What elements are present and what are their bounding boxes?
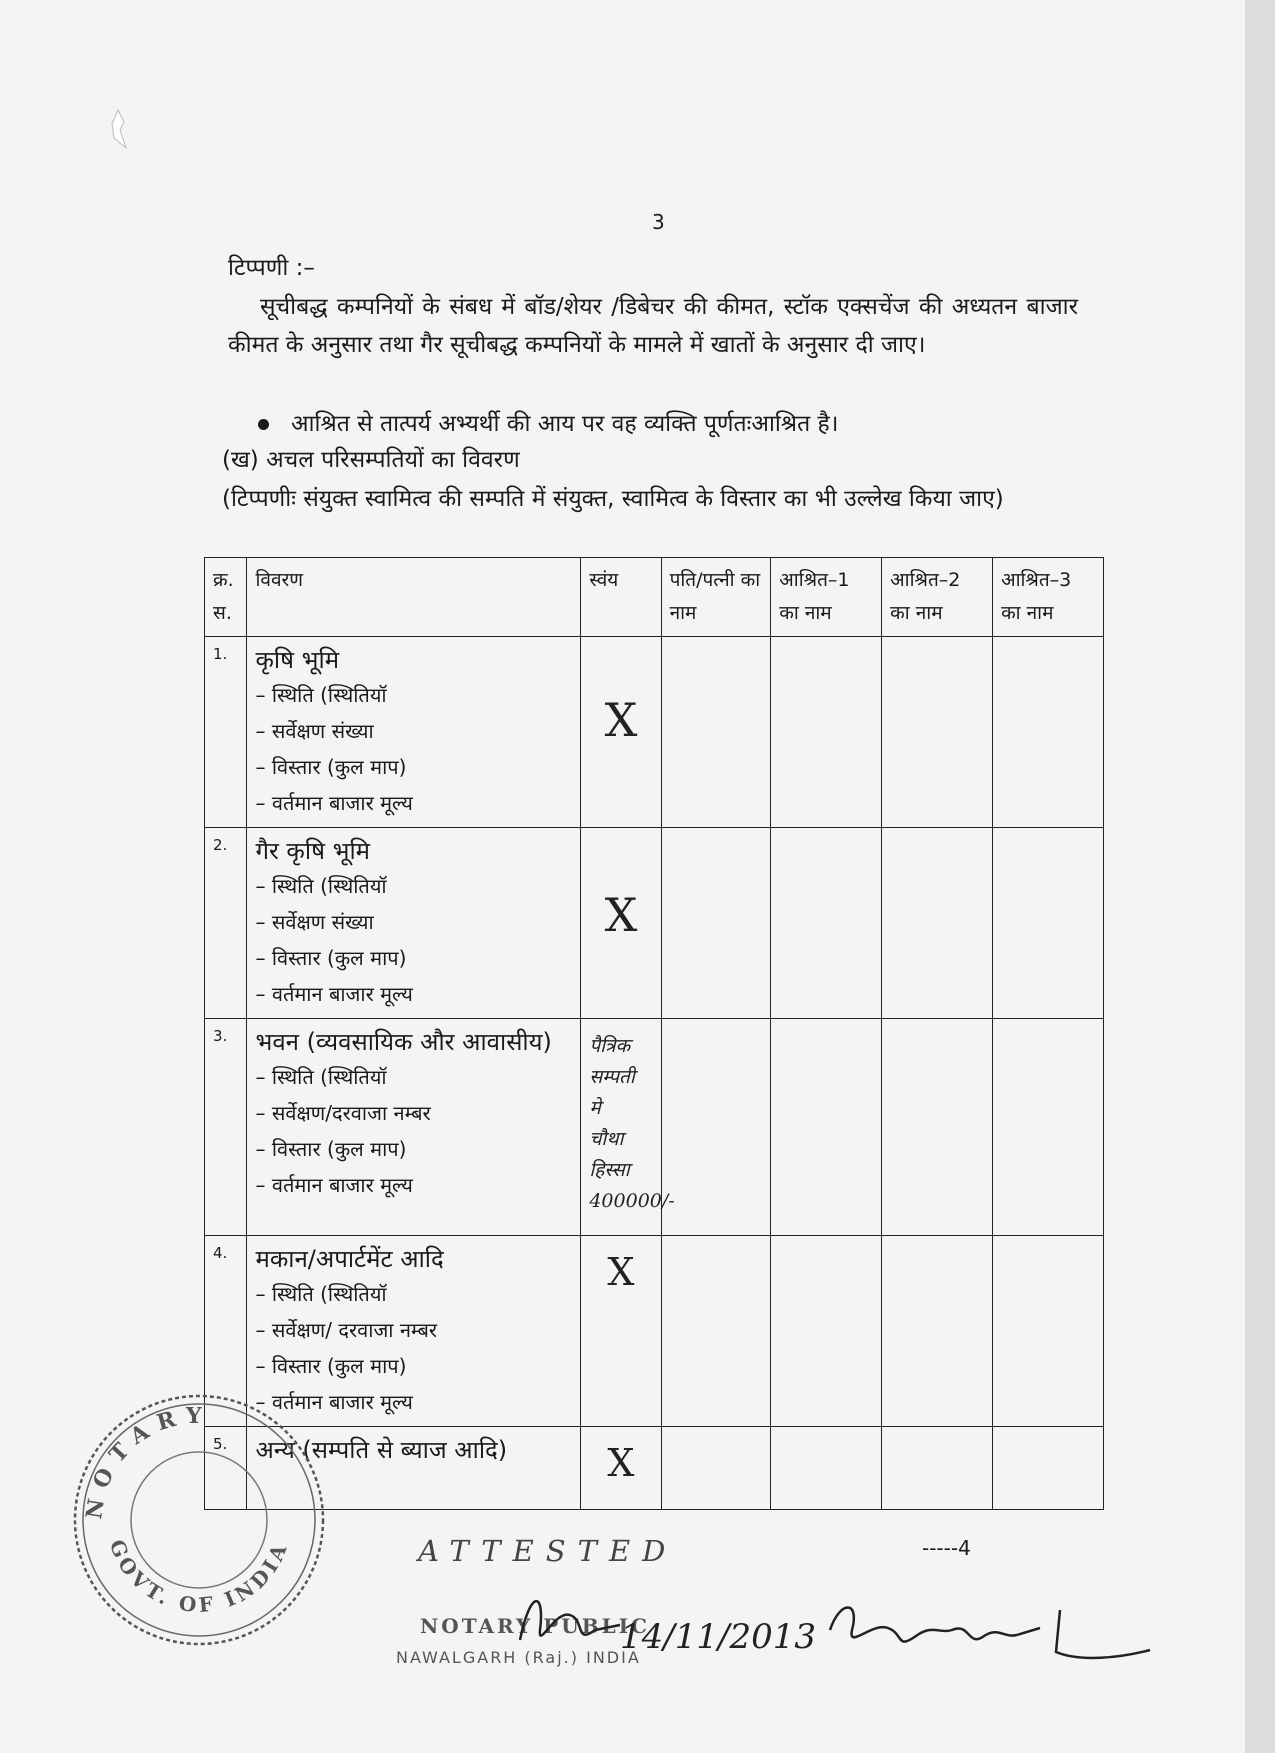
table-row bbox=[205, 637, 1104, 828]
row-serial: 1. bbox=[205, 637, 247, 828]
dependent-cell bbox=[771, 1427, 882, 1510]
row-item: – वर्तमान बाजार मूल्य bbox=[255, 1390, 413, 1414]
row-serial: 5. bbox=[205, 1427, 247, 1510]
row-title: मकान/अपार्टमेंट आदि bbox=[255, 1245, 444, 1273]
cross-mark: X bbox=[607, 1441, 635, 1485]
page-edge-shadow bbox=[1245, 0, 1275, 1753]
row-item: – विस्तार (कुल माप) bbox=[255, 755, 407, 779]
notary-seal bbox=[72, 1393, 326, 1647]
header-dependent-2: आश्रित–2 का नाम bbox=[882, 558, 993, 637]
dependent-cell bbox=[993, 1019, 1104, 1236]
row-title: गैर कृषि भूमि bbox=[255, 837, 371, 865]
dependent-cell bbox=[993, 828, 1104, 1019]
dependent-cell bbox=[771, 1236, 882, 1427]
row-serial: 2. bbox=[205, 828, 247, 1019]
row-serial: 3. bbox=[205, 1019, 247, 1236]
handwritten-note: पैत्रिक सम्पती मे चौथा हिस्सा 400000/- bbox=[589, 1035, 675, 1212]
section-title: (ख) अचल परिसम्पतियों का विवरण bbox=[222, 447, 520, 473]
attested-label: ATTESTED bbox=[418, 1534, 678, 1568]
page-number: 3 bbox=[652, 210, 665, 234]
signature-date: 14/11/2013 bbox=[620, 1617, 816, 1657]
table-row bbox=[205, 828, 1104, 1019]
row-item: – सर्वेक्षण/ दरवाजा नम्बर bbox=[255, 1318, 438, 1342]
svg-text:NOTARY bbox=[81, 1403, 212, 1521]
spouse-cell bbox=[661, 1427, 771, 1510]
note-heading: टिप्पणी :– bbox=[228, 255, 315, 281]
seal-top-text: NOTARY bbox=[81, 1403, 212, 1521]
spouse-cell bbox=[661, 1236, 771, 1427]
row-item: – वर्तमान बाजार मूल्य bbox=[255, 1173, 413, 1197]
notary-location: NAWALGARH (Raj.) INDIA bbox=[396, 1648, 641, 1667]
row-description bbox=[247, 1019, 581, 1236]
section-note: (टिप्पणीः संयुक्त स्वामित्व की सम्पति में संयुक्त, स्वामित्व के विस्तार का भी उल्लेख किया जाए) bbox=[222, 486, 1004, 512]
row-serial: 4. bbox=[205, 1236, 247, 1427]
seal-bottom-text: GOVT. OF INDIA bbox=[104, 1536, 293, 1618]
row-title: कृषि भूमि bbox=[255, 646, 340, 674]
row-title: अन्य (सम्पति से ब्याज आदि) bbox=[255, 1436, 508, 1464]
row-item: – स्थिति (स्थितियॉ bbox=[255, 683, 387, 707]
cross-mark: X bbox=[604, 693, 638, 747]
next-page-marker: -----4 bbox=[922, 1536, 971, 1560]
row-title: भवन (व्यवसायिक और आवासीय) bbox=[255, 1028, 552, 1056]
row-description bbox=[247, 637, 581, 828]
notary-public-label: NOTARY PUBLIC bbox=[420, 1614, 650, 1638]
dependent-cell bbox=[882, 1427, 993, 1510]
svg-text:GOVT. OF INDIA bbox=[105, 1536, 293, 1617]
cross-mark: X bbox=[604, 888, 638, 942]
header-spouse: पति/पत्नी का नाम bbox=[661, 558, 771, 637]
signatures bbox=[500, 1570, 1160, 1680]
header-dependent-3: आश्रित–3 का नाम bbox=[993, 558, 1104, 637]
self-cell bbox=[581, 828, 661, 1019]
table-row bbox=[205, 1427, 1104, 1510]
note-paragraph: सूचीबद्ध कम्पनियों के संबध में बॉड/शेयर /डिबेचर की कीमत, स्टॉक एक्सचेंज की अध्यतन बाजार कीमत के अनुसार तथा गैर सूचीबद्ध कम्पनियों के मामले में खातों के अनुसार दी जाए। bbox=[228, 294, 1078, 358]
spouse-cell bbox=[661, 828, 771, 1019]
row-item: – स्थिति (स्थितियॉ bbox=[255, 1282, 387, 1306]
table-header-row bbox=[205, 558, 1104, 637]
dependent-cell bbox=[993, 1427, 1104, 1510]
header-dependent-1: आश्रित–1 का नाम bbox=[771, 558, 882, 637]
bullet-icon bbox=[258, 419, 269, 430]
dependent-cell bbox=[993, 1236, 1104, 1427]
row-item: – वर्तमान बाजार मूल्य bbox=[255, 791, 413, 815]
row-item: – स्थिति (स्थितियॉ bbox=[255, 874, 387, 898]
dependent-cell bbox=[771, 637, 882, 828]
dependent-cell bbox=[882, 828, 993, 1019]
header-description: विवरण bbox=[247, 558, 581, 637]
table-row bbox=[205, 1236, 1104, 1427]
row-item: – स्थिति (स्थितियॉ bbox=[255, 1065, 387, 1089]
paper-tear-mark bbox=[106, 108, 136, 152]
row-item: – विस्तार (कुल माप) bbox=[255, 1137, 407, 1161]
row-description bbox=[247, 828, 581, 1019]
immovable-assets-table bbox=[204, 557, 1104, 1510]
self-cell bbox=[581, 1019, 675, 1236]
dependent-cell bbox=[882, 1019, 993, 1236]
self-cell bbox=[581, 1427, 661, 1510]
cross-mark: X bbox=[607, 1250, 635, 1294]
header-self: स्वंय bbox=[581, 558, 661, 637]
self-cell bbox=[581, 1236, 661, 1427]
dependent-cell bbox=[993, 637, 1104, 828]
row-item: – सर्वेक्षण संख्या bbox=[255, 719, 374, 743]
dependent-cell bbox=[771, 1019, 882, 1236]
dependent-cell bbox=[882, 637, 993, 828]
table-row bbox=[205, 1019, 1104, 1236]
spouse-cell bbox=[661, 1019, 771, 1236]
dependent-cell bbox=[882, 1236, 993, 1427]
row-item: – विस्तार (कुल माप) bbox=[255, 1354, 407, 1378]
dependent-cell bbox=[771, 828, 882, 1019]
row-item: – सर्वेक्षण संख्या bbox=[255, 910, 374, 934]
row-item: – वर्तमान बाजार मूल्य bbox=[255, 982, 413, 1006]
row-item: – सर्वेक्षण/दरवाजा नम्बर bbox=[255, 1101, 431, 1125]
row-item: – विस्तार (कुल माप) bbox=[255, 946, 407, 970]
bullet-note: आश्रित से तात्पर्य अभ्यर्थी की आय पर वह व्यक्ति पूर्णतःआश्रित है। bbox=[258, 406, 838, 438]
self-cell bbox=[581, 637, 661, 828]
spouse-cell bbox=[661, 637, 771, 828]
header-serial: क्र. स. bbox=[205, 558, 247, 637]
